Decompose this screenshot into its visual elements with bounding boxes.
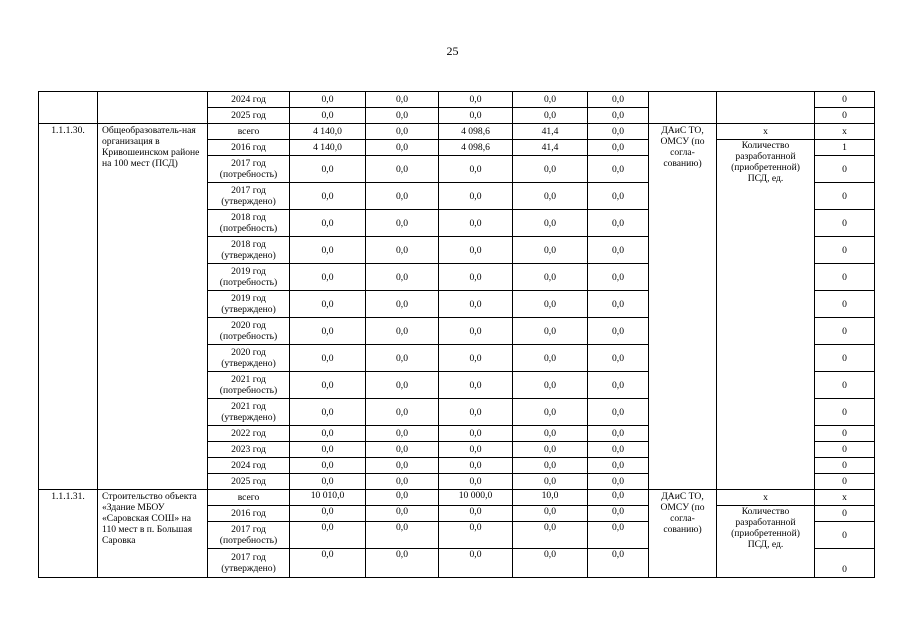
- value-cell: 0,0: [513, 458, 588, 474]
- value-cell: 0,0: [588, 108, 649, 124]
- value-cell: 0,0: [439, 183, 513, 210]
- value-cell: 0,0: [290, 426, 366, 442]
- value-cell: 0,0: [366, 237, 439, 264]
- value-cell: 0,0: [366, 399, 439, 426]
- value-cell: 0,0: [513, 264, 588, 291]
- executor-cell: [649, 92, 717, 124]
- value-cell: 0,0: [290, 474, 366, 490]
- year-cell: 2022 год: [208, 426, 290, 442]
- name-cell: Строительство объекта «Здание МБОУ «Саровская СОШ» на 110 мест в п. Большая Саровка: [98, 490, 208, 578]
- year-cell: 2017 год (утверждено): [208, 549, 290, 578]
- indicator-x-cell: x: [717, 490, 815, 506]
- value-cell: 0,0: [513, 442, 588, 458]
- value-cell: 0,0: [290, 442, 366, 458]
- plan-cell: 0: [815, 92, 875, 108]
- value-cell: 0,0: [290, 156, 366, 183]
- budget-table: [38, 91, 875, 578]
- plan-cell: 0: [815, 372, 875, 399]
- value-cell: 0,0: [513, 372, 588, 399]
- table-row: [39, 490, 875, 506]
- value-cell: 0,0: [290, 291, 366, 318]
- plan-cell: 0: [815, 183, 875, 210]
- plan-cell: 0: [815, 426, 875, 442]
- table-body: [39, 92, 875, 578]
- value-cell: 0,0: [439, 210, 513, 237]
- value-cell: 0,0: [588, 183, 649, 210]
- value-cell: 10 010,0: [290, 490, 366, 506]
- value-cell: 0,0: [439, 318, 513, 345]
- year-cell: 2016 год: [208, 140, 290, 156]
- value-cell: 0,0: [290, 108, 366, 124]
- value-cell: 0,0: [366, 426, 439, 442]
- value-cell: 0,0: [290, 345, 366, 372]
- value-cell: 0,0: [513, 522, 588, 549]
- value-cell: 10,0: [513, 490, 588, 506]
- plan-cell: 1: [815, 140, 875, 156]
- value-cell: 0,0: [513, 426, 588, 442]
- plan-cell: 0: [815, 264, 875, 291]
- year-cell: 2020 год (утверждено): [208, 345, 290, 372]
- value-cell: 0,0: [439, 291, 513, 318]
- value-cell: 0,0: [588, 458, 649, 474]
- value-cell: 0,0: [439, 264, 513, 291]
- value-cell: 0,0: [439, 522, 513, 549]
- year-cell: 2016 год: [208, 506, 290, 522]
- value-cell: 0,0: [513, 291, 588, 318]
- value-cell: 0,0: [588, 264, 649, 291]
- value-cell: 0,0: [588, 345, 649, 372]
- year-cell: 2020 год (потребность): [208, 318, 290, 345]
- year-cell: 2021 год (потребность): [208, 372, 290, 399]
- value-cell: 41,4: [513, 124, 588, 140]
- value-cell: 0,0: [439, 92, 513, 108]
- plan-cell: 0: [815, 442, 875, 458]
- value-cell: 0,0: [588, 549, 649, 578]
- value-cell: 41,4: [513, 140, 588, 156]
- value-cell: 0,0: [366, 458, 439, 474]
- value-cell: 0,0: [513, 345, 588, 372]
- value-cell: 0,0: [439, 372, 513, 399]
- plan-cell: 0: [815, 156, 875, 183]
- value-cell: 0,0: [439, 506, 513, 522]
- value-cell: 0,0: [513, 183, 588, 210]
- value-cell: 0,0: [290, 399, 366, 426]
- year-cell: 2017 год (потребность): [208, 156, 290, 183]
- value-cell: 0,0: [290, 92, 366, 108]
- value-cell: 0,0: [588, 210, 649, 237]
- value-cell: 0,0: [588, 522, 649, 549]
- value-cell: 0,0: [366, 442, 439, 458]
- value-cell: 0,0: [366, 345, 439, 372]
- value-cell: 0,0: [588, 291, 649, 318]
- plan-cell: 0: [815, 210, 875, 237]
- value-cell: 0,0: [366, 92, 439, 108]
- value-cell: 0,0: [588, 474, 649, 490]
- value-cell: 0,0: [366, 108, 439, 124]
- value-cell: 0,0: [588, 318, 649, 345]
- value-cell: 0,0: [366, 124, 439, 140]
- value-cell: 0,0: [439, 345, 513, 372]
- indicator-cell: Количество разработанной (приобретенной) ПСД, ед.: [717, 140, 815, 490]
- indicator-cell: Количество разработанной (приобретенной) ПСД, ед.: [717, 506, 815, 578]
- value-cell: 0,0: [366, 372, 439, 399]
- year-cell: 2023 год: [208, 442, 290, 458]
- value-cell: 0,0: [588, 237, 649, 264]
- value-cell: 0,0: [366, 291, 439, 318]
- value-cell: 4 140,0: [290, 140, 366, 156]
- table-row: [39, 92, 875, 108]
- value-cell: 0,0: [366, 140, 439, 156]
- value-cell: 0,0: [439, 237, 513, 264]
- value-cell: 0,0: [513, 92, 588, 108]
- value-cell: 0,0: [366, 210, 439, 237]
- year-cell: 2017 год (утверждено): [208, 183, 290, 210]
- name-cell: Общеобразователь-ная организация в Кривошеинском районе на 100 мест (ПСД): [98, 124, 208, 490]
- value-cell: 4 140,0: [290, 124, 366, 140]
- code-cell: 1.1.1.31.: [39, 490, 98, 578]
- value-cell: 0,0: [290, 549, 366, 578]
- year-cell: 2024 год: [208, 458, 290, 474]
- plan-cell: 0: [815, 506, 875, 522]
- value-cell: 0,0: [366, 490, 439, 506]
- value-cell: 0,0: [290, 506, 366, 522]
- value-cell: 0,0: [513, 399, 588, 426]
- value-cell: 0,0: [439, 399, 513, 426]
- value-cell: 0,0: [588, 372, 649, 399]
- plan-cell: 0: [815, 237, 875, 264]
- code-cell: [39, 92, 98, 124]
- value-cell: 0,0: [588, 506, 649, 522]
- value-cell: 0,0: [366, 318, 439, 345]
- plan-cell: x: [815, 124, 875, 140]
- value-cell: 0,0: [513, 237, 588, 264]
- indicator-x-cell: x: [717, 124, 815, 140]
- plan-cell: 0: [815, 522, 875, 549]
- plan-cell: 0: [815, 458, 875, 474]
- value-cell: 0,0: [513, 210, 588, 237]
- value-cell: 0,0: [290, 522, 366, 549]
- year-cell: 2024 год: [208, 92, 290, 108]
- year-cell: 2021 год (утверждено): [208, 399, 290, 426]
- value-cell: 0,0: [513, 549, 588, 578]
- executor-cell: ДАиС ТО, ОМСУ (по согла-сованию): [649, 490, 717, 578]
- value-cell: 0,0: [439, 458, 513, 474]
- year-cell: 2025 год: [208, 474, 290, 490]
- value-cell: 0,0: [290, 237, 366, 264]
- value-cell: 4 098,6: [439, 140, 513, 156]
- value-cell: 0,0: [513, 474, 588, 490]
- value-cell: 0,0: [290, 318, 366, 345]
- value-cell: 0,0: [513, 156, 588, 183]
- page-number: 25: [446, 44, 459, 58]
- plan-cell: x: [815, 490, 875, 506]
- year-cell: 2017 год (потребность): [208, 522, 290, 549]
- value-cell: 0,0: [366, 549, 439, 578]
- value-cell: 0,0: [439, 442, 513, 458]
- year-cell: 2019 год (утверждено): [208, 291, 290, 318]
- plan-cell: 0: [815, 108, 875, 124]
- value-cell: 0,0: [290, 183, 366, 210]
- code-cell: 1.1.1.30.: [39, 124, 98, 490]
- value-cell: 0,0: [439, 156, 513, 183]
- value-cell: 0,0: [366, 506, 439, 522]
- value-cell: 0,0: [366, 156, 439, 183]
- value-cell: 0,0: [439, 426, 513, 442]
- value-cell: 0,0: [588, 156, 649, 183]
- value-cell: 0,0: [588, 490, 649, 506]
- value-cell: 4 098,6: [439, 124, 513, 140]
- value-cell: 0,0: [290, 372, 366, 399]
- value-cell: 0,0: [290, 264, 366, 291]
- plan-cell: 0: [815, 345, 875, 372]
- plan-cell: 0: [815, 318, 875, 345]
- plan-cell: 0: [815, 474, 875, 490]
- year-cell: всего: [208, 124, 290, 140]
- value-cell: 0,0: [588, 399, 649, 426]
- value-cell: 0,0: [290, 210, 366, 237]
- value-cell: 0,0: [513, 506, 588, 522]
- year-cell: всего: [208, 490, 290, 506]
- plan-cell: 0: [815, 399, 875, 426]
- value-cell: 0,0: [588, 442, 649, 458]
- value-cell: 0,0: [439, 549, 513, 578]
- name-cell: [98, 92, 208, 124]
- value-cell: 0,0: [588, 426, 649, 442]
- year-cell: 2025 год: [208, 108, 290, 124]
- value-cell: 0,0: [513, 318, 588, 345]
- value-cell: 0,0: [366, 522, 439, 549]
- year-cell: 2018 год (утверждено): [208, 237, 290, 264]
- executor-cell: ДАиС ТО, ОМСУ (по согла-сованию): [649, 124, 717, 490]
- table-row: [39, 124, 875, 140]
- value-cell: 0,0: [588, 140, 649, 156]
- value-cell: 0,0: [366, 264, 439, 291]
- indicator-cell: [717, 92, 815, 124]
- plan-cell: 0: [815, 549, 875, 578]
- value-cell: 0,0: [366, 474, 439, 490]
- plan-cell: 0: [815, 291, 875, 318]
- value-cell: 0,0: [588, 124, 649, 140]
- value-cell: 0,0: [439, 474, 513, 490]
- value-cell: 0,0: [588, 92, 649, 108]
- value-cell: 0,0: [439, 108, 513, 124]
- value-cell: 0,0: [290, 458, 366, 474]
- year-cell: 2019 год (потребность): [208, 264, 290, 291]
- value-cell: 0,0: [513, 108, 588, 124]
- value-cell: 10 000,0: [439, 490, 513, 506]
- value-cell: 0,0: [366, 183, 439, 210]
- year-cell: 2018 год (потребность): [208, 210, 290, 237]
